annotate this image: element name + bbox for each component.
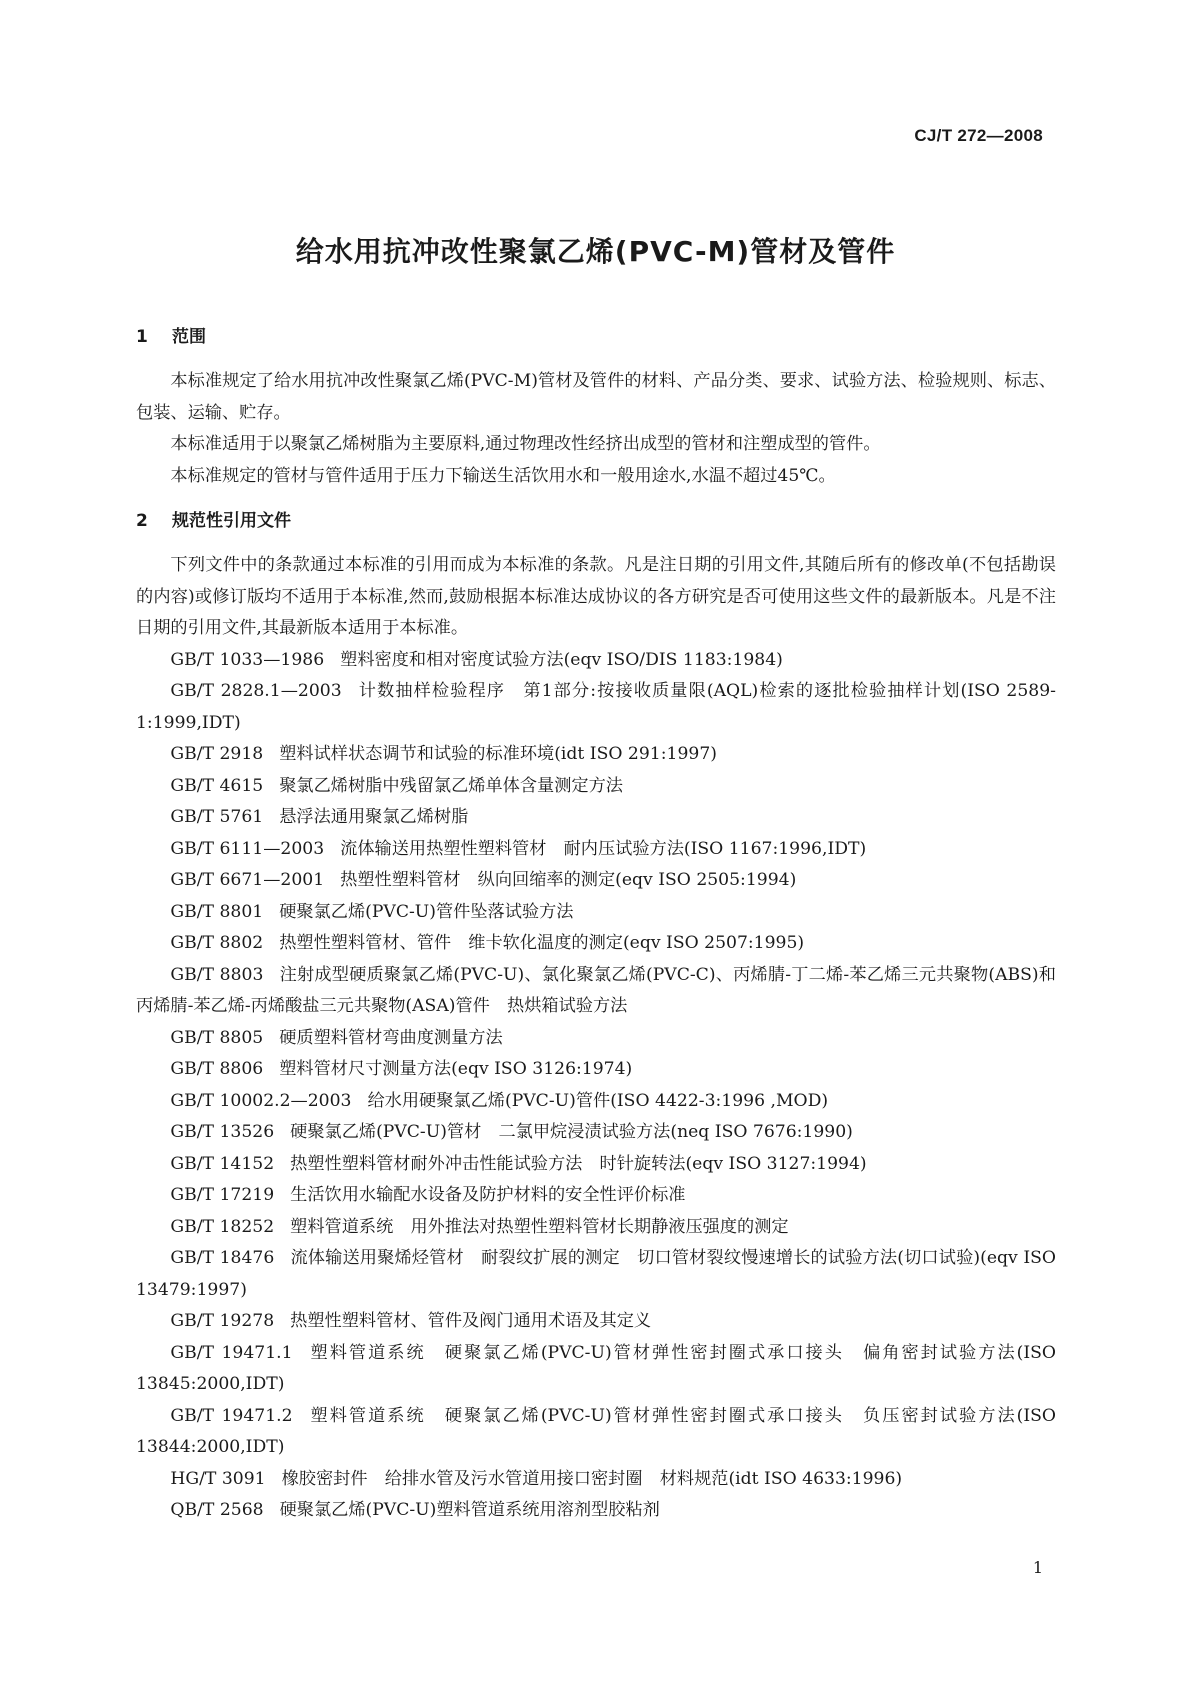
reference-item bbox=[136, 1464, 1056, 1496]
reference-item bbox=[136, 771, 1056, 803]
reference-code: GB/T 5761 bbox=[170, 807, 264, 827]
reference-item bbox=[136, 1180, 1056, 1212]
reference-item bbox=[136, 802, 1056, 834]
reference-code: GB/T 13526 bbox=[170, 1122, 275, 1142]
references-intro: 下列文件中的条款通过本标准的引用而成为本标准的条款。凡是注日期的引用文件,其随后所有的修改单(不包括勘误的内容)或修订版均不适用于本标准,然而,鼓励根据本标准达成协议的各方研究是否可使用这些文件的最新版本。凡是不注日期的引用文件,其最新版本适用于本标准。 bbox=[136, 555, 1056, 638]
reference-title: 硬聚氯乙烯(PVC-U)管件坠落试验方法 bbox=[279, 901, 574, 922]
reference-code: GB/T 19471.1 bbox=[170, 1342, 293, 1363]
reference-title: 塑料管道系统 用外推法对热塑性塑料管材长期静液压强度的测定 bbox=[290, 1216, 789, 1237]
standard-number: CJ/T 272—2008 bbox=[914, 126, 1043, 145]
reference-item bbox=[136, 897, 1056, 929]
reference-code: GB/T 8801 bbox=[170, 901, 264, 922]
reference-title: 塑料试样状态调节和试验的标准环境(idt ISO 291:1997) bbox=[279, 744, 717, 764]
reference-code: GB/T 8806 bbox=[170, 1059, 264, 1079]
section-title: 范围 bbox=[172, 327, 206, 347]
reference-code: GB/T 1033—1986 bbox=[170, 649, 325, 670]
section-title: 规范性引用文件 bbox=[172, 511, 291, 531]
reference-title: 塑料管道系统 硬聚氯乙烯(PVC-U)管材弹性密封圈式承口接头 偏角密封试验方法(ISO 13845:2000,IDT) bbox=[136, 1342, 1056, 1394]
reference-title: 热塑性塑料管材 纵向回缩率的测定(eqv ISO 2505:1994) bbox=[340, 870, 797, 890]
reference-code: GB/T 19471.2 bbox=[170, 1405, 293, 1426]
section-number: 1 bbox=[136, 327, 148, 347]
reference-code: GB/T 4615 bbox=[170, 775, 264, 796]
reference-title: 硬聚氯乙烯(PVC-U)塑料管道系统用溶剂型胶粘剂 bbox=[279, 1500, 660, 1520]
reference-title: 给水用硬聚氯乙烯(PVC-U)管件(ISO 4422-3:1996 ,MOD) bbox=[367, 1090, 829, 1111]
reference-code: GB/T 8803 bbox=[170, 964, 264, 985]
reference-item bbox=[136, 1306, 1056, 1338]
reference-code: GB/T 17219 bbox=[170, 1185, 275, 1205]
reference-item bbox=[136, 1086, 1056, 1118]
reference-title: 塑料管道系统 硬聚氯乙烯(PVC-U)管材弹性密封圈式承口接头 负压密封试验方法(ISO 13844:2000,IDT) bbox=[136, 1405, 1056, 1457]
reference-title: 计数抽样检验程序 第1部分:按接收质量限(AQL)检索的逐批检验抽样计划(ISO 2589-1:1999,IDT) bbox=[136, 681, 1056, 733]
reference-code: GB/T 19278 bbox=[170, 1311, 275, 1331]
document-title: 给水用抗冲改性聚氯乙烯(PVC-M)管材及管件 bbox=[295, 235, 896, 268]
reference-code: GB/T 6111—2003 bbox=[170, 838, 325, 859]
reference-title: 悬浮法通用聚氯乙烯树脂 bbox=[279, 807, 469, 827]
reference-item bbox=[136, 1243, 1056, 1306]
reference-item bbox=[136, 645, 1056, 677]
page-number: 1 bbox=[1032, 1558, 1043, 1577]
reference-code: GB/T 8805 bbox=[170, 1027, 264, 1048]
reference-code: GB/T 18476 bbox=[170, 1248, 275, 1268]
reference-item bbox=[136, 739, 1056, 771]
reference-code: GB/T 2918 bbox=[170, 744, 264, 764]
reference-item bbox=[136, 928, 1056, 960]
reference-title: 塑料管材尺寸测量方法(eqv ISO 3126:1974) bbox=[279, 1059, 633, 1079]
reference-item bbox=[136, 834, 1056, 866]
section-number: 2 bbox=[136, 511, 148, 531]
reference-title: 注射成型硬质聚氯乙烯(PVC-U)、氯化聚氯乙烯(PVC-C)、丙烯腈-丁二烯-苯乙烯三元共聚物(ABS)和丙烯腈-苯乙烯-丙烯酸盐三元共聚物(ASA)管件 热烘箱试验方法 bbox=[136, 964, 1056, 1016]
reference-item bbox=[136, 1117, 1056, 1149]
reference-item bbox=[136, 1401, 1056, 1464]
reference-item bbox=[136, 1212, 1056, 1244]
reference-code: QB/T 2568 bbox=[170, 1500, 264, 1520]
reference-code: GB/T 14152 bbox=[170, 1153, 275, 1174]
reference-item bbox=[136, 1054, 1056, 1086]
reference-code: GB/T 8802 bbox=[170, 933, 264, 953]
document-body bbox=[136, 322, 1056, 1527]
reference-list bbox=[136, 645, 1056, 1527]
reference-item bbox=[136, 1338, 1056, 1401]
reference-title: 硬质塑料管材弯曲度测量方法 bbox=[279, 1027, 503, 1048]
reference-item bbox=[136, 1495, 1056, 1527]
scope-paragraph: 本标准适用于以聚氯乙烯树脂为主要原料,通过物理改性经挤出成型的管材和注塑成型的管件。 bbox=[170, 434, 881, 454]
reference-item bbox=[136, 960, 1056, 1023]
reference-item bbox=[136, 1149, 1056, 1181]
section-heading-normative-references bbox=[136, 506, 1056, 536]
reference-code: GB/T 6671—2001 bbox=[170, 870, 325, 890]
scope-paragraph: 本标准规定的管材与管件适用于压力下输送生活饮用水和一般用途水,水温不超过45℃。 bbox=[170, 465, 836, 486]
reference-code: GB/T 18252 bbox=[170, 1216, 275, 1237]
reference-code: GB/T 2828.1—2003 bbox=[170, 681, 342, 701]
reference-item bbox=[136, 865, 1056, 897]
reference-item bbox=[136, 1023, 1056, 1055]
reference-title: 热塑性塑料管材耐外冲击性能试验方法 时针旋转法(eqv ISO 3127:1994) bbox=[290, 1153, 867, 1174]
scope-paragraph: 本标准规定了给水用抗冲改性聚氯乙烯(PVC-M)管材及管件的材料、产品分类、要求、试验方法、检验规则、标志、包装、运输、贮存。 bbox=[136, 371, 1056, 423]
reference-code: GB/T 10002.2—2003 bbox=[170, 1090, 352, 1111]
section-heading-scope bbox=[136, 322, 1056, 352]
reference-title: 橡胶密封件 给排水管及污水管道用接口密封圈 材料规范(idt ISO 4633:1996) bbox=[281, 1468, 903, 1489]
reference-title: 热塑性塑料管材、管件 维卡软化温度的测定(eqv ISO 2507:1995) bbox=[279, 933, 805, 953]
reference-title: 塑料密度和相对密度试验方法(eqv ISO/DIS 1183:1984) bbox=[340, 649, 783, 670]
reference-code: HG/T 3091 bbox=[170, 1468, 266, 1489]
reference-title: 流体输送用聚烯烃管材 耐裂纹扩展的测定 切口管材裂纹慢速增长的试验方法(切口试验)(eqv ISO 13479:1997) bbox=[136, 1248, 1056, 1300]
reference-item bbox=[136, 676, 1056, 739]
reference-title: 聚氯乙烯树脂中残留氯乙烯单体含量测定方法 bbox=[279, 775, 623, 796]
reference-title: 热塑性塑料管材、管件及阀门通用术语及其定义 bbox=[290, 1311, 652, 1331]
reference-title: 硬聚氯乙烯(PVC-U)管材 二氯甲烷浸渍试验方法(neq ISO 7676:1990) bbox=[290, 1122, 853, 1142]
reference-title: 生活饮用水输配水设备及防护材料的安全性评价标准 bbox=[290, 1185, 686, 1205]
reference-title: 流体输送用热塑性塑料管材 耐内压试验方法(ISO 1167:1996,IDT) bbox=[340, 838, 867, 859]
